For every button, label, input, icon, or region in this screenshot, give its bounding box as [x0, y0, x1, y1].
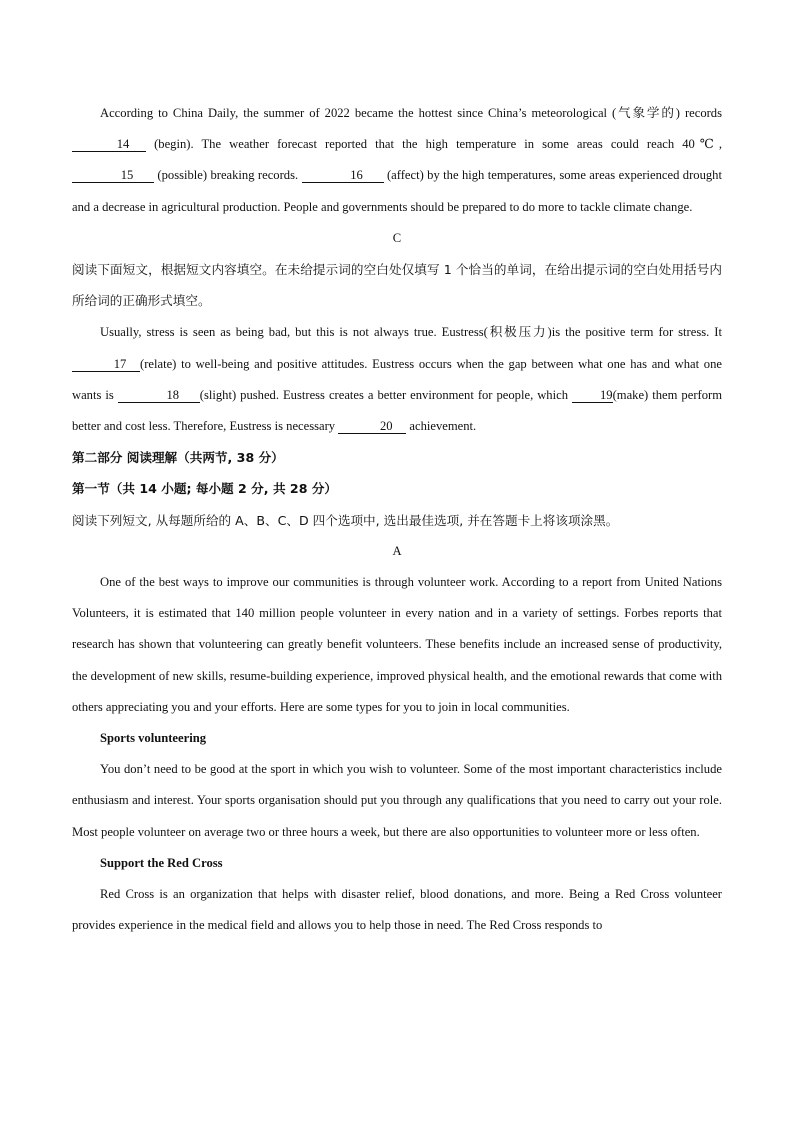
chinese-gloss: 气象学的 — [616, 105, 676, 120]
text-span: )is the positive term for stress. It — [547, 325, 722, 340]
chinese-gloss: 积极压力 — [487, 324, 548, 340]
passage-weather-paragraph — [72, 97, 722, 223]
section-a-label: A — [392, 543, 402, 558]
part-two-heading: 第二部分 阅读理解（共两节, 38 分） — [72, 450, 284, 466]
instruction-section-a: 阅读下列短文, 从每题所给的 A、B、C、D 四个选项中, 选出最佳选项, 并在答题卡上将该项涂黑。 — [72, 512, 619, 528]
blank-17: 17 — [72, 357, 140, 372]
text-span: Usually, stress is seen as being bad, but this is not always true. Eustress( — [100, 325, 488, 340]
heading-red-cross: Support the Red Cross — [100, 855, 223, 870]
passage-volunteer-intro: One of the best ways to improve our communities is through volunteer work. According to a report from United Nations Volunteers, it is estimated that 140 million people volunteer in every nation and in a variety of settings. Forbes reports that research has shown that volunteering can greatly benefit volunteers. These benefits include an increased sense of productivity, the development of new skills, resume-building experience, improved physical health, and the emotional rewards that come with others appreciating you and your efforts. Here are some types for you to join in local communities. — [72, 575, 722, 714]
text-span: (slight) pushed. Eustress creates a better environment for people, which — [199, 387, 572, 402]
passage-red-cross: Red Cross is an organization that helps with disaster relief, blood donations, and more. Being a Red Cross volunteer provides experience in the medical field and allows you to help those in need. The Red Cross responds to — [72, 887, 722, 933]
text-span: ) records — [675, 106, 723, 120]
blank-14: 14 — [72, 137, 146, 152]
blank-18: 18 — [118, 388, 200, 403]
blank-19: 19 — [572, 388, 613, 403]
instruction-section-c: 阅读下面短文，根据短文内容填空。在未给提示词的空白处仅填写 1 个恰当的单词，在给出提示词的空白处用括号内所给词的正确形式填空。 — [72, 262, 722, 309]
passage-eustress-paragraph — [72, 316, 722, 442]
section-one-heading: 第一节（共 14 小题; 每小题 2 分, 共 28 分） — [72, 481, 338, 497]
text-span: achievement. — [406, 419, 477, 434]
blank-20: 20 — [338, 419, 406, 434]
blank-15: 15 — [72, 168, 154, 183]
text-span: (affect) by the high temperatures, some areas experienced drought and a decrease in agricultural production. People and governments should be prepared to do more to tackle climate change. — [72, 168, 722, 214]
heading-sports-volunteering: Sports volunteering — [100, 731, 207, 746]
text-span: (relate) to well-being and positive attitudes. Eustress occurs when the gap between what one has and what one wants is — [72, 356, 722, 402]
blank-16: 16 — [302, 168, 384, 183]
text-span: (possible) breaking records. — [154, 168, 302, 183]
text-span: (begin). The weather forecast reported that the high temperature in some areas could reach 40℃, — [146, 137, 722, 152]
section-c-label: C — [392, 230, 402, 245]
text-span: (make) them perform better and cost less. Therefore, Eustress is necessary — [72, 387, 722, 434]
passage-sports-volunteering: You don’t need to be good at the sport in which you wish to volunteer. Some of the most important characteristics include enthusiasm and interest. Your sports organisation should put you through any qualifications that you need to carry out your role. Most people volunteer on average two or three hours a week, but there are also opportunities to volunteer more or less often. — [72, 762, 722, 839]
text-span: According to China Daily, the summer of 2022 became the hottest since China’s meteorological ( — [100, 106, 617, 120]
